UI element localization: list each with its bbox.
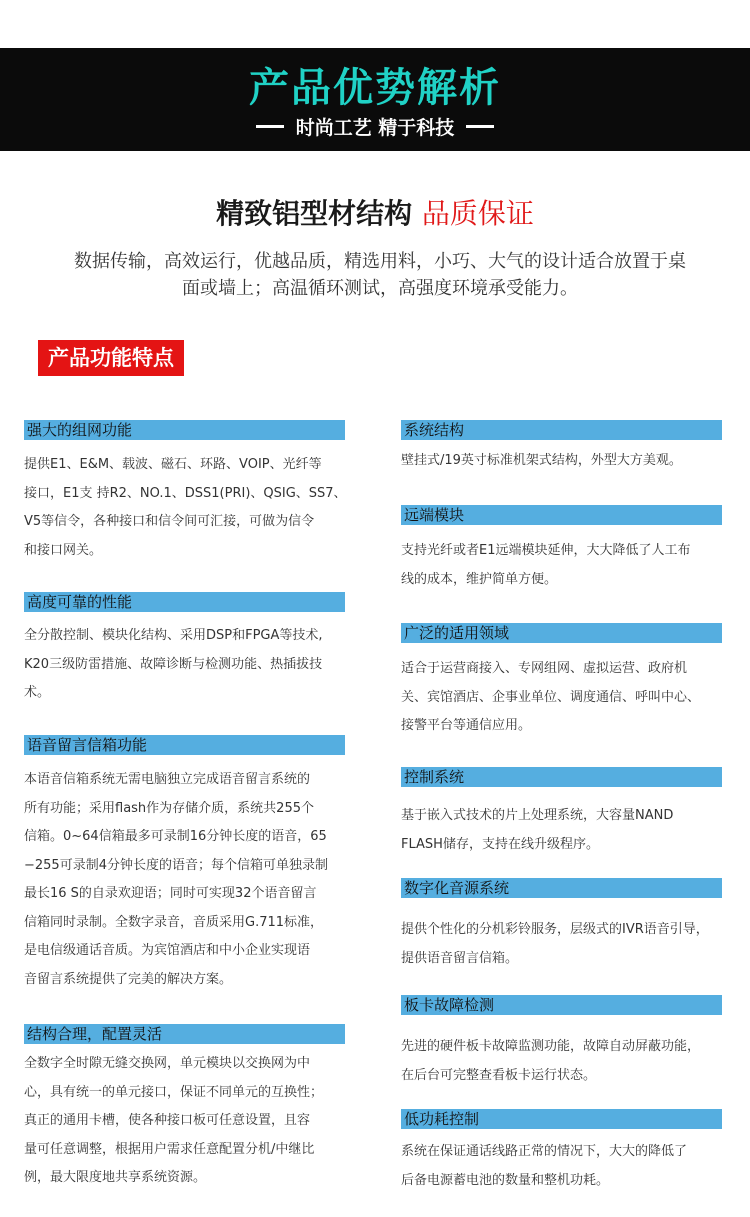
body-line: 基于嵌入式技术的片上处理系统，大容量NAND [401, 808, 674, 823]
body-line: 线的成本，维护简单方便。 [401, 571, 558, 587]
intro-paragraph [60, 248, 700, 302]
banner-subtitle: 时尚工艺 精于科技 [295, 116, 455, 139]
section-head-remote-module: 远端模块 [401, 505, 722, 525]
headline-accent: 品质保证 [421, 197, 534, 230]
body-line: 本语音信箱系统无需电脑独立完成语音留言系统的 [24, 772, 311, 787]
banner-subtitle-row [0, 112, 750, 140]
body-line: 关、宾馆酒店、企事业单位、调度通信、呼叫中心、 [401, 689, 701, 705]
section-head-power: 低功耗控制 [401, 1109, 722, 1129]
section-body-power [401, 1138, 741, 1195]
body-line: 提供语音留言信箱。 [401, 950, 519, 966]
body-line: 提供E1、E&M、载波、磁石、环路、VOIP、光纤等 [24, 457, 322, 472]
body-line: 信箱同时录制。全数字录音，音质采用G.711标准， [24, 914, 324, 930]
section-head-fault: 板卡故障检测 [401, 995, 722, 1015]
headline [0, 192, 750, 232]
body-line: 壁挂式/19英寸标准机架式结构，外型大方美观。 [401, 453, 682, 468]
body-line: FLASH储存，支持在线升级程序。 [401, 836, 599, 852]
section-head-structure: 结构合理，配置灵活 [24, 1024, 345, 1044]
section-body-system-structure [401, 447, 741, 476]
body-line: 心，具有统一的单元接口，保证不同单元的互换性； [24, 1084, 324, 1100]
intro-line: 面或墙上；高温循环测试，高强度环境承受能力。 [182, 278, 578, 299]
section-body-voicemail [24, 766, 364, 994]
dash-right [466, 125, 494, 128]
body-line: 音留言系统提供了完美的解决方案。 [24, 971, 233, 987]
body-line: 后备电源蓄电池的数量和整机功耗。 [401, 1172, 610, 1188]
body-line: 是电信级通话音质。为宾馆酒店和中小企业实现语 [24, 943, 311, 958]
body-line: 全数字全时隙无缝交换网，单元模块以交换网为中 [24, 1056, 311, 1071]
body-line: 系统在保证通话线路正常的情况下，大大的降低了 [401, 1144, 688, 1159]
body-line: 先进的硬件板卡故障监测功能，故障自动屏蔽功能， [401, 1039, 701, 1054]
section-head-audio: 数字化音源系统 [401, 878, 722, 898]
body-line: 在后台可完整查看板卡运行状态。 [401, 1067, 597, 1083]
banner-title: 产品优势解析 [249, 65, 501, 111]
headline-main: 精致铝型材结构 [216, 197, 413, 230]
body-line: 全分散控制、模块化结构、采用DSP和FPGA等技术, [24, 628, 323, 643]
section-body-remote-module [401, 537, 741, 594]
section-body-fault [401, 1033, 741, 1090]
body-line: 适合于运营商接入、专网组网、虚拟运营、政府机 [401, 661, 688, 676]
section-head-control: 控制系统 [401, 767, 722, 787]
body-line: 支持光纤或者E1远端模块延伸，大大降低了人工布 [401, 543, 691, 558]
body-line: 信箱。0~64信箱最多可录制16分钟长度的语音，65 [24, 829, 327, 844]
body-line: −255可录制4分钟长度的语音；每个信箱可单独录制 [24, 857, 328, 873]
body-line: 例，最大限度地共享系统资源。 [24, 1170, 207, 1185]
body-line: 接警平台等通信应用。 [401, 718, 532, 733]
section-body-control [401, 802, 741, 859]
section-head-voicemail: 语音留言信箱功能 [24, 735, 345, 755]
body-line: 术。 [24, 685, 51, 700]
section-head-application: 广泛的适用领域 [401, 623, 722, 643]
body-line: 最长16 S的自录欢迎语；同时可实现32个语音留言 [24, 886, 317, 901]
body-line: 接口，E1支 持R2、NO.1、DSS1(PRI)、QSIG、SS7、 [24, 485, 347, 501]
dash-left [256, 125, 284, 128]
intro-line: 数据传输，高效运行，优越品质，精选用料，小巧、大气的设计适合放置于桌 [74, 251, 686, 272]
section-head-system-structure: 系统结构 [401, 420, 722, 440]
section-body-audio [401, 916, 741, 973]
section-body-application [401, 655, 741, 741]
section-head-reliability: 高度可靠的性能 [24, 592, 345, 612]
section-body-structure [24, 1050, 364, 1193]
section-head-networking: 强大的组网功能 [24, 420, 345, 440]
body-line: 所有功能；采用flash作为存储介质，系统共255个 [24, 800, 314, 816]
body-line: 量可任意调整，根据用户需求任意配置分机/中继比 [24, 1141, 315, 1157]
body-line: 提供个性化的分机彩铃服务，层级式的IVR语音引导， [401, 922, 709, 937]
body-line: 和接口网关。 [24, 542, 103, 558]
header-banner [0, 48, 750, 151]
features-title: 产品功能特点 [38, 340, 184, 376]
section-body-reliability [24, 622, 364, 708]
body-line: V5等信令，各种接口和信令间可汇接，可做为信令 [24, 514, 315, 529]
body-line: 真正的通用卡槽，使各种接口板可任意设置，且容 [24, 1113, 311, 1128]
body-line: K20三级防雷措施、故障诊断与检测功能、热插拔技 [24, 656, 323, 672]
section-body-networking [24, 451, 364, 565]
